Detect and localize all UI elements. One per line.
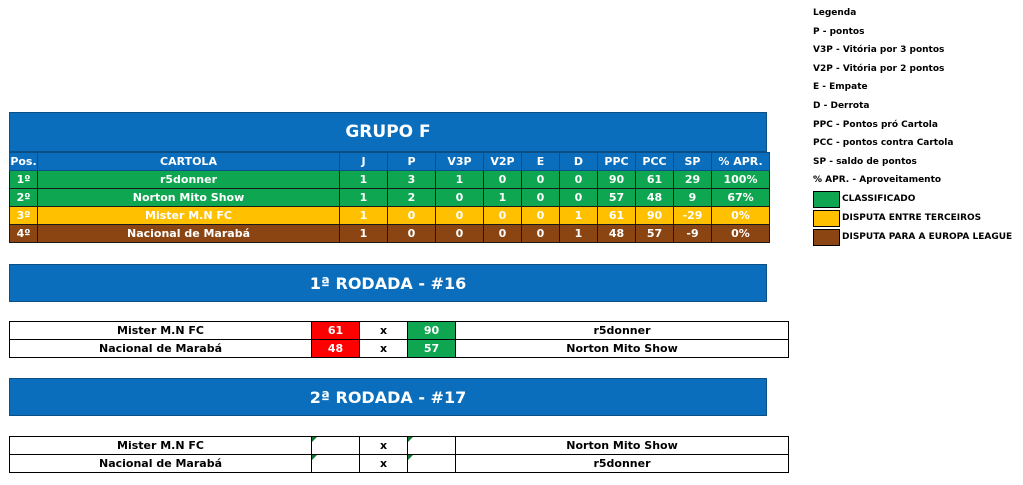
- standings-header-row: [10, 153, 770, 171]
- cell-pos: 2º: [10, 189, 38, 207]
- cell-sp: -9: [674, 225, 712, 243]
- header-v2p: V2P: [484, 153, 522, 171]
- cell-d: 0: [560, 171, 598, 189]
- cell-v2p: 0: [484, 171, 522, 189]
- cell-v3p: 0: [436, 207, 484, 225]
- standings-row-1: [10, 171, 770, 189]
- round-1-matches-table: [9, 321, 789, 358]
- legend-key-label: DISPUTA ENTRE TERCEIROS: [842, 213, 982, 224]
- brown-swatch: [813, 229, 840, 246]
- cell-ppc: 90: [598, 171, 636, 189]
- cell-d: 0: [560, 189, 598, 207]
- header-pcc: PCC: [636, 153, 674, 171]
- cell-e: 0: [522, 207, 560, 225]
- versus-label: x: [360, 340, 408, 358]
- cell-v2p: 1: [484, 189, 522, 207]
- versus-label: x: [360, 455, 408, 473]
- home-score: 61: [312, 322, 360, 340]
- cell-apr: 100%: [712, 171, 770, 189]
- legend-title: Legenda: [813, 8, 857, 18]
- cell-d: 1: [560, 225, 598, 243]
- legend-item: E - Empate: [813, 82, 868, 93]
- round-1-banner: 1ª RODADA - #16: [9, 264, 767, 302]
- legend-item: V2P - Vitória por 2 pontos: [813, 63, 945, 74]
- cell-pos: 3º: [10, 207, 38, 225]
- standings-row-2: [10, 189, 770, 207]
- away-score: [408, 455, 456, 473]
- standings-row-3: [10, 207, 770, 225]
- cell-apr: 0%: [712, 225, 770, 243]
- cell-j: 1: [340, 207, 388, 225]
- home-team: Nacional de Marabá: [10, 455, 312, 473]
- away-team: Norton Mito Show: [456, 437, 789, 455]
- cell-sp: -29: [674, 207, 712, 225]
- group-title: GRUPO F: [9, 112, 767, 152]
- home-score: [312, 455, 360, 473]
- cell-pos: 4º: [10, 225, 38, 243]
- match-row: [10, 340, 789, 358]
- cell-j: 1: [340, 225, 388, 243]
- cell-cartola: r5donner: [38, 171, 340, 189]
- legend-item: SP - saldo de pontos: [813, 156, 917, 167]
- cell-v3p: 0: [436, 225, 484, 243]
- cell-p: 0: [388, 225, 436, 243]
- away-score: [408, 437, 456, 455]
- cell-ppc: 57: [598, 189, 636, 207]
- legend-item: PCC - pontos contra Cartola: [813, 138, 954, 149]
- versus-label: x: [360, 437, 408, 455]
- header-ppc: PPC: [598, 153, 636, 171]
- cell-cartola: Norton Mito Show: [38, 189, 340, 207]
- cell-pcc: 61: [636, 171, 674, 189]
- cell-v3p: 0: [436, 189, 484, 207]
- cell-pcc: 57: [636, 225, 674, 243]
- header-sp: SP: [674, 153, 712, 171]
- yellow-swatch: [813, 210, 840, 227]
- cell-p: 0: [388, 207, 436, 225]
- home-team: Nacional de Marabá: [10, 340, 312, 358]
- header-d: D: [560, 153, 598, 171]
- cell-pcc: 48: [636, 189, 674, 207]
- legend-key-label: DISPUTA PARA A EUROPA LEAGUE: [842, 232, 1013, 243]
- legend-item: P - pontos: [813, 26, 865, 37]
- away-team: r5donner: [456, 322, 789, 340]
- legend-key-terceiros: [813, 209, 1012, 228]
- away-team: Norton Mito Show: [456, 340, 789, 358]
- home-score: 48: [312, 340, 360, 358]
- header-pos: Pos.: [10, 153, 38, 171]
- legend-key-europa: [813, 228, 1012, 247]
- header-e: E: [522, 153, 560, 171]
- cell-pcc: 90: [636, 207, 674, 225]
- cell-v2p: 0: [484, 207, 522, 225]
- header-j: J: [340, 153, 388, 171]
- home-team: Mister M.N FC: [10, 437, 312, 455]
- cell-pos: 1º: [10, 171, 38, 189]
- standings-row-4: [10, 225, 770, 243]
- legend-item: PPC - Pontos pró Cartola: [813, 119, 938, 130]
- cell-ppc: 48: [598, 225, 636, 243]
- header-cartola: CARTOLA: [38, 153, 340, 171]
- legend: [813, 4, 1012, 247]
- cell-e: 0: [522, 225, 560, 243]
- cell-j: 1: [340, 171, 388, 189]
- cell-cartola: Nacional de Marabá: [38, 225, 340, 243]
- cell-p: 2: [388, 189, 436, 207]
- match-row: [10, 437, 789, 455]
- round-2-banner: 2ª RODADA - #17: [9, 378, 767, 416]
- cell-e: 0: [522, 171, 560, 189]
- cell-v3p: 1: [436, 171, 484, 189]
- cell-ppc: 61: [598, 207, 636, 225]
- cell-sp: 9: [674, 189, 712, 207]
- cell-p: 3: [388, 171, 436, 189]
- green-swatch: [813, 191, 840, 208]
- match-row: [10, 455, 789, 473]
- home-team: Mister M.N FC: [10, 322, 312, 340]
- cell-j: 1: [340, 189, 388, 207]
- versus-label: x: [360, 322, 408, 340]
- cell-d: 1: [560, 207, 598, 225]
- header-v3p: V3P: [436, 153, 484, 171]
- cell-apr: 0%: [712, 207, 770, 225]
- legend-item: V3P - Vitória por 3 pontos: [813, 45, 945, 56]
- away-score: 57: [408, 340, 456, 358]
- header-p: P: [388, 153, 436, 171]
- away-team: r5donner: [456, 455, 789, 473]
- cell-cartola: Mister M.N FC: [38, 207, 340, 225]
- cell-apr: 67%: [712, 189, 770, 207]
- round-2-matches-table: [9, 436, 789, 473]
- match-row: [10, 322, 789, 340]
- header-apr: % APR.: [712, 153, 770, 171]
- home-score: [312, 437, 360, 455]
- legend-key-label: CLASSIFICADO: [842, 194, 916, 205]
- group-standings-table: [9, 152, 770, 243]
- legend-item: % APR. - Aproveitamento: [813, 175, 942, 186]
- legend-key-classificado: [813, 190, 1012, 209]
- cell-v2p: 0: [484, 225, 522, 243]
- cell-sp: 29: [674, 171, 712, 189]
- cell-e: 0: [522, 189, 560, 207]
- away-score: 90: [408, 322, 456, 340]
- legend-item: D - Derrota: [813, 100, 870, 111]
